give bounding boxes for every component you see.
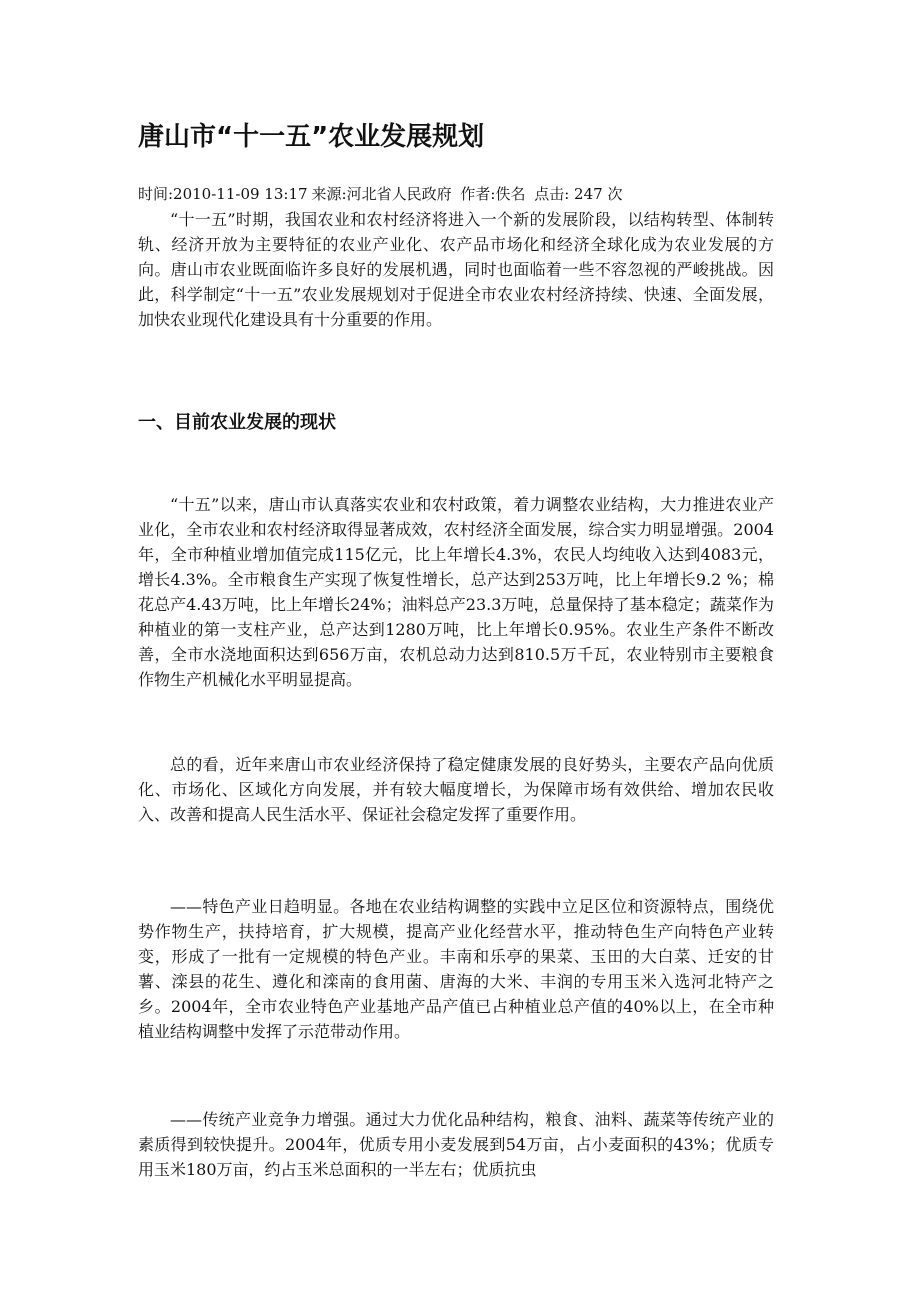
meta-time: 时间:2010-11-09 13:17 [138,185,308,203]
document-meta [138,183,626,205]
meta-source: 来源:河北省人民政府 [311,185,452,203]
body-paragraph: ——传统产业竞争力增强。通过大力优化品种结构，粮食、油料、蔬菜等传统产业的素质得到较快提升。2004年，优质专用小麦发展到54万亩，占小麦面积的43%；优质专用玉米180万亩，约占玉米总面积的一半左右；优质抗虫 [138,1110,774,1179]
meta-author: 作者:佚名 [460,185,526,203]
meta-clicks: 点击: 247 次 [534,185,623,203]
intro-paragraph: “十一五”时期，我国农业和农村经济将进入一个新的发展阶段，以结构转型、体制转轨、经济开放为主要特征的农业产业化、农产品市场化和经济全球化成为农业发展的方向。唐山市农业既面临许多良好的发展机遇，同时也面临着一些不容忽视的严峻挑战。因此，科学制定“十一五”农业发展规划对于促进全市农业农村经济持续、快速、全面发展，加快农业现代化建设具有十分重要的作用。 [138,210,774,329]
body-paragraph: “十五”以来，唐山市认真落实农业和农村政策，着力调整农业结构，大力推进农业产业化，全市农业和农村经济取得显著成效，农村经济全面发展，综合实力明显增强。2004年，全市种植业增加值完成115亿元，比上年增长4.3%，农民人均纯收入达到4083元，增长4.3%。全市粮食生产实现了恢复性增长，总产达到253万吨，比上年增长9.2 %；棉花总产4.43万吨，比上年增长24%；油料总产23.3万吨，总量保持了基本稳定；蔬菜作为种植业的第一支柱产业，总产达到1280万吨，比上年增长0.95%。农业生产条件不断改善，全市水浇地面积达到656万亩，农机总动力达到810.5万千瓦，农业特别市主要粮食作物生产机械化水平明显提高。 [138,495,774,689]
body-paragraph: ——特色产业日趋明显。各地在农业结构调整的实践中立足区位和资源特点，围绕优势作物生产，扶持培育，扩大规模，提高产业化经营水平，推动特色生产向特色产业转变，形成了一批有一定规模的特色产业。丰南和乐亭的果菜、玉田的大白菜、迁安的甘薯、滦县的花生、遵化和滦南的食用菌、唐海的大米、丰润的专用玉米入选河北特产之乡。2004年，全市农业特色产业基地产品产值已占种植业总产值的40%以上，在全市种植业结构调整中发挥了示范带动作用。 [138,897,774,1041]
document-title: 唐山市“十一五”农业发展规划 [138,122,485,152]
body-paragraph: 总的看，近年来唐山市农业经济保持了稳定健康发展的良好势头，主要农产品向优质化、市场化、区域化方向发展，并有较大幅度增长，为保障市场有效供给、增加农民收入、改善和提高人民生活水平、保证社会稳定发挥了重要作用。 [138,755,774,824]
section-heading: 一、目前农业发展的现状 [138,412,336,433]
